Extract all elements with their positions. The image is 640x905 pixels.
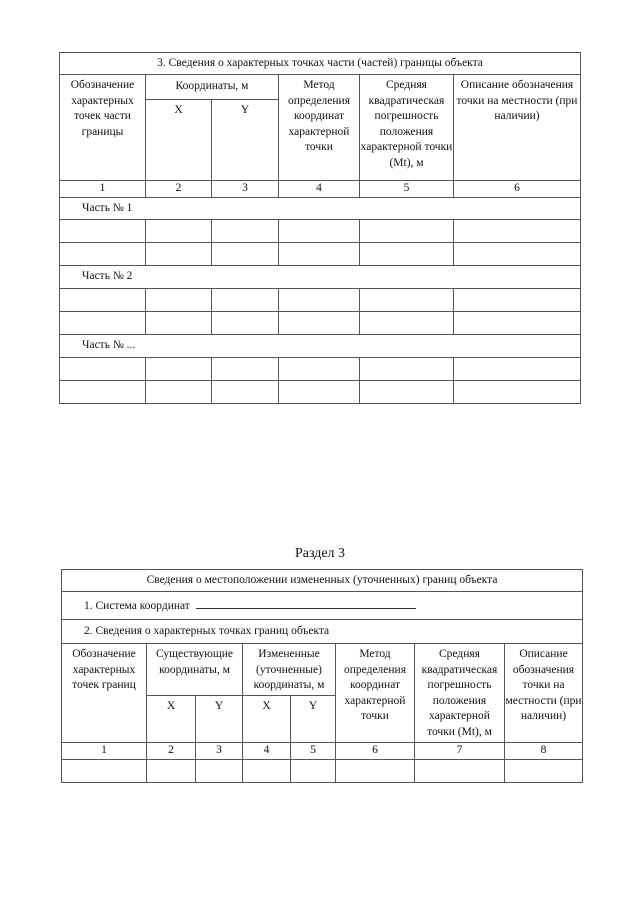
column-numbers-row [62,743,583,760]
column-number: 8 [505,743,583,760]
header-coordinates: Координаты, м [146,75,279,100]
header-existing-y: Y [196,696,243,743]
column-number: 1 [62,743,147,760]
column-number: 6 [454,181,581,198]
header-y: Y [212,100,279,181]
table-row [60,243,581,266]
table-row [62,760,583,783]
table-row [60,312,581,335]
column-number: 6 [336,743,415,760]
section-title: Раздел 3 [294,546,346,561]
header-x: X [146,100,212,181]
part-label: Часть № 1 [60,198,581,220]
column-number: 5 [360,181,454,198]
part-points-table [59,52,581,404]
column-number: 3 [196,743,243,760]
header-error: Средняя квадратическая погрешность положения характерной точки (Mt), м [360,75,454,181]
table-row [60,358,581,381]
column-number: 2 [147,743,196,760]
part-label: Часть № ... [60,335,581,358]
header-designation: Обозначение характерных точек части границы [60,75,146,181]
column-numbers-row [60,181,581,198]
table2-title: Сведения о местоположении измененных (уточненных) границ объекта [62,570,583,592]
header-changed-x: X [243,696,291,743]
header-existing-coordinates: Существующие координаты, м [147,644,243,696]
header-description: Описание обозначения точки на местности (при наличии) [454,75,581,181]
header-method: Метод определения координат характерной точки [336,644,415,743]
column-number: 7 [415,743,505,760]
coord-system-row [62,592,583,620]
coord-system-input-line[interactable] [196,596,416,609]
table-row [60,381,581,404]
column-number: 2 [146,181,212,198]
table-row [60,289,581,312]
header-method: Метод определения координат характерной точки [279,75,360,181]
column-number: 3 [212,181,279,198]
header-existing-x: X [147,696,196,743]
changed-boundaries-table [61,569,583,783]
column-number: 1 [60,181,146,198]
column-number: 5 [291,743,336,760]
header-changed-coordinates: Измененные (уточненные) координаты, м [243,644,336,696]
header-description: Описание обозначения точки на местности (при наличии) [505,644,583,743]
header-designation: Обозначение характерных точек границ [62,644,147,743]
coord-system-label: 1. Система координат [84,600,190,613]
table-row [60,220,581,243]
points-label: 2. Сведения о характерных точках границ объекта [62,620,583,644]
header-changed-y: Y [291,696,336,743]
part-label: Часть № 2 [60,266,581,289]
header-error: Средняя квадратическая погрешность положения характерной точки (Mt), м [415,644,505,743]
column-number: 4 [279,181,360,198]
table1-title: 3. Сведения о характерных точках части (частей) границы объекта [60,53,581,75]
column-number: 4 [243,743,291,760]
